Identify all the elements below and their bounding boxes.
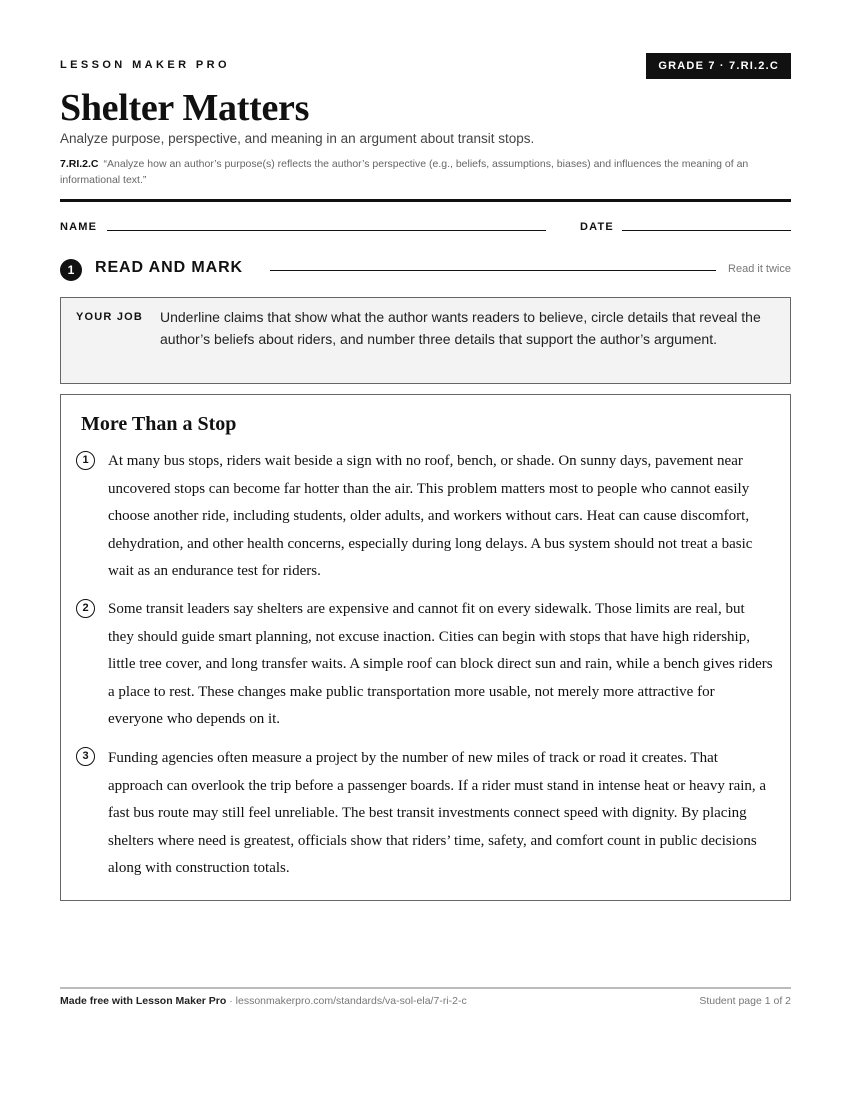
worksheet-page xyxy=(60,0,791,1100)
paragraph-number-badge: 2 xyxy=(76,599,95,618)
page-indicator: Student page 1 of 2 xyxy=(699,995,791,1007)
reading-passage-box xyxy=(60,394,791,901)
brand-name: LESSON MAKER PRO xyxy=(60,59,230,71)
standard-description xyxy=(60,156,791,188)
footer-made-with: Made free with Lesson Maker Pro xyxy=(60,995,227,1007)
footer-url: · lessonmakerpro.com/standards/va-sol-ela/7-ri-2-c xyxy=(226,995,467,1007)
section-divider xyxy=(270,270,716,271)
date-label: DATE xyxy=(580,221,614,233)
date-input-line[interactable] xyxy=(622,230,791,231)
passage-title: More Than a Stop xyxy=(81,413,237,435)
paragraph-number-badge: 1 xyxy=(76,451,95,470)
section-title: READ AND MARK xyxy=(95,259,243,276)
footer-credit xyxy=(60,995,467,1007)
passage-paragraph: Some transit leaders say shelters are expensive and cannot fit on every sidewalk. Those limits are real, but they should guide smart planning, not excuse inaction. Cities can begin with stops that have high ridership, little tree cover, and long transfer waits. A simple roof can block direct sun and rain, while a bench gives riders a place to rest. These changes make public transportation more usable, not merely more attractive for everyone who depends on it. xyxy=(108,601,773,727)
header-divider xyxy=(60,199,791,202)
job-instructions-box xyxy=(60,297,791,384)
name-label: NAME xyxy=(60,221,98,233)
page-title: Shelter Matters xyxy=(60,87,310,129)
name-input-line[interactable] xyxy=(107,230,546,231)
job-label: YOUR JOB xyxy=(76,311,144,323)
grade-badge: GRADE 7 · 7.RI.2.C xyxy=(646,53,791,79)
page-subtitle: Analyze purpose, perspective, and meaning in an argument about transit stops. xyxy=(60,131,535,146)
passage-paragraph: Funding agencies often measure a project by the number of new miles of track or road it creates. That approach can overlook the trip before a passenger boards. If a rider must stand in intense heat or heavy rain, a fast bus route may still feel unreliable. The best transit investments connect speed with dignity. By placing shelters where need is greatest, officials show that riders’ time, safety, and comfort count in public decisions along with construction totals. xyxy=(108,750,767,876)
paragraph-number-badge: 3 xyxy=(76,747,95,766)
standard-text: “Analyze how an author’s purpose(s) reflects the author’s perspective (e.g., beliefs, assumptions, biases) and influences the meaning of an informational text.” xyxy=(60,158,749,186)
standard-code: 7.RI.2.C xyxy=(60,158,99,170)
job-text: Underline claims that show what the author wants readers to believe, circle details that reveal the author’s beliefs about riders, and number three details that support the author’s argument. xyxy=(160,309,761,347)
footer-divider xyxy=(60,987,791,989)
passage-paragraph: At many bus stops, riders wait beside a sign with no roof, bench, or shade. On sunny days, pavement near uncovered stops can become far hotter than the air. This problem matters most to people who cannot easily choose another ride, including students, older adults, and workers without cars. Heat can cause discomfort, dehydration, and other health concerns, especially during long delays. A bus system should not treat a basic wait as an endurance test for riders. xyxy=(108,453,753,579)
section-note: Read it twice xyxy=(728,263,791,275)
section-number-badge: 1 xyxy=(60,259,82,281)
